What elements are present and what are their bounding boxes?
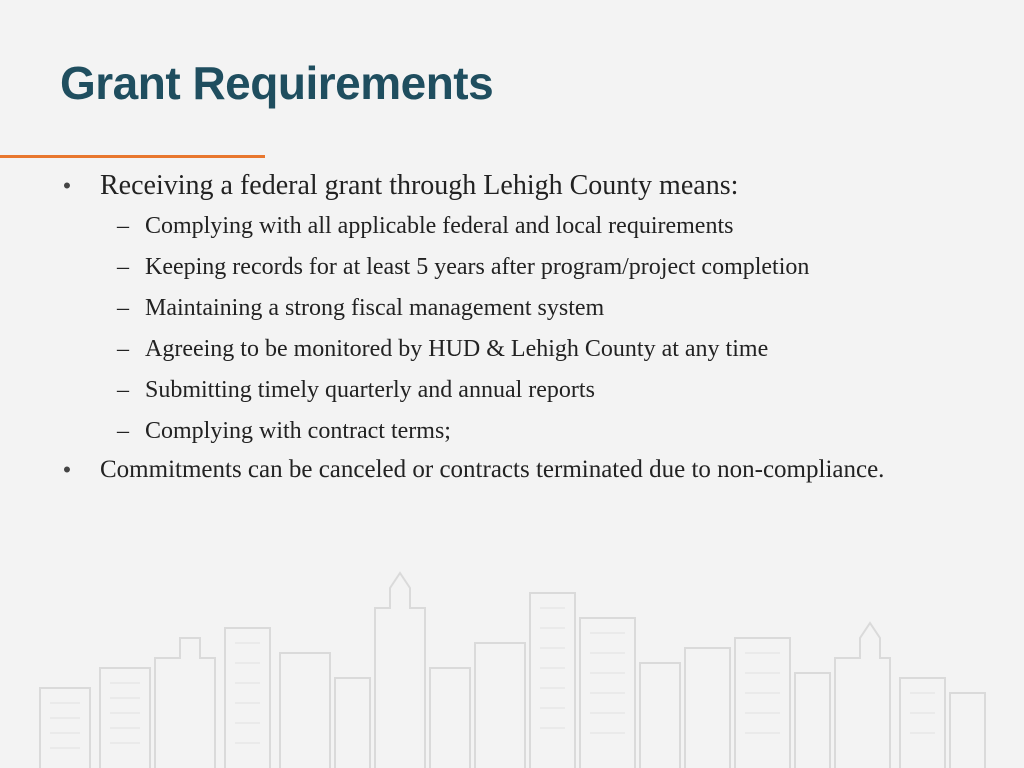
sub-bullet-text: Maintaining a strong fiscal management system xyxy=(145,295,605,321)
sub-bullet-item xyxy=(60,288,960,329)
dash-marker: – xyxy=(117,254,129,280)
sub-bullet-text: Keeping records for at least 5 years after program/project completion xyxy=(145,254,810,280)
sub-bullet-item xyxy=(60,329,960,370)
city-skyline-icon xyxy=(30,568,994,768)
bullet-main-text: Receiving a federal grant through Lehigh County means: xyxy=(100,170,739,201)
sub-bullet-item xyxy=(60,206,960,247)
sub-bullet-text: Submitting timely quarterly and annual reports xyxy=(145,377,595,403)
dash-marker: – xyxy=(117,295,129,321)
dash-marker: – xyxy=(117,336,129,362)
sub-bullet-text: Complying with contract terms; xyxy=(145,418,451,444)
bullet-marker: • xyxy=(63,173,71,198)
bullet-second-text: Commitments can be canceled or contracts terminated due to non-compliance. xyxy=(100,456,885,483)
sub-bullet-text: Agreeing to be monitored by HUD & Lehigh County at any time xyxy=(145,336,769,362)
dash-marker: – xyxy=(117,213,129,239)
sub-bullet-text: Complying with all applicable federal and local requirements xyxy=(145,213,734,239)
bullet-marker: • xyxy=(63,457,71,482)
dash-marker: – xyxy=(117,418,129,444)
bullet-second xyxy=(60,452,960,488)
sub-bullet-item xyxy=(60,411,960,452)
sub-bullet-item xyxy=(60,247,960,288)
bullet-main xyxy=(60,166,960,206)
dash-marker: – xyxy=(117,377,129,403)
sub-bullet-item xyxy=(60,370,960,411)
title-accent-rule xyxy=(0,155,265,158)
slide-content xyxy=(60,166,960,488)
slide-title: Grant Requirements xyxy=(60,57,494,109)
sub-bullet-list xyxy=(60,206,960,452)
